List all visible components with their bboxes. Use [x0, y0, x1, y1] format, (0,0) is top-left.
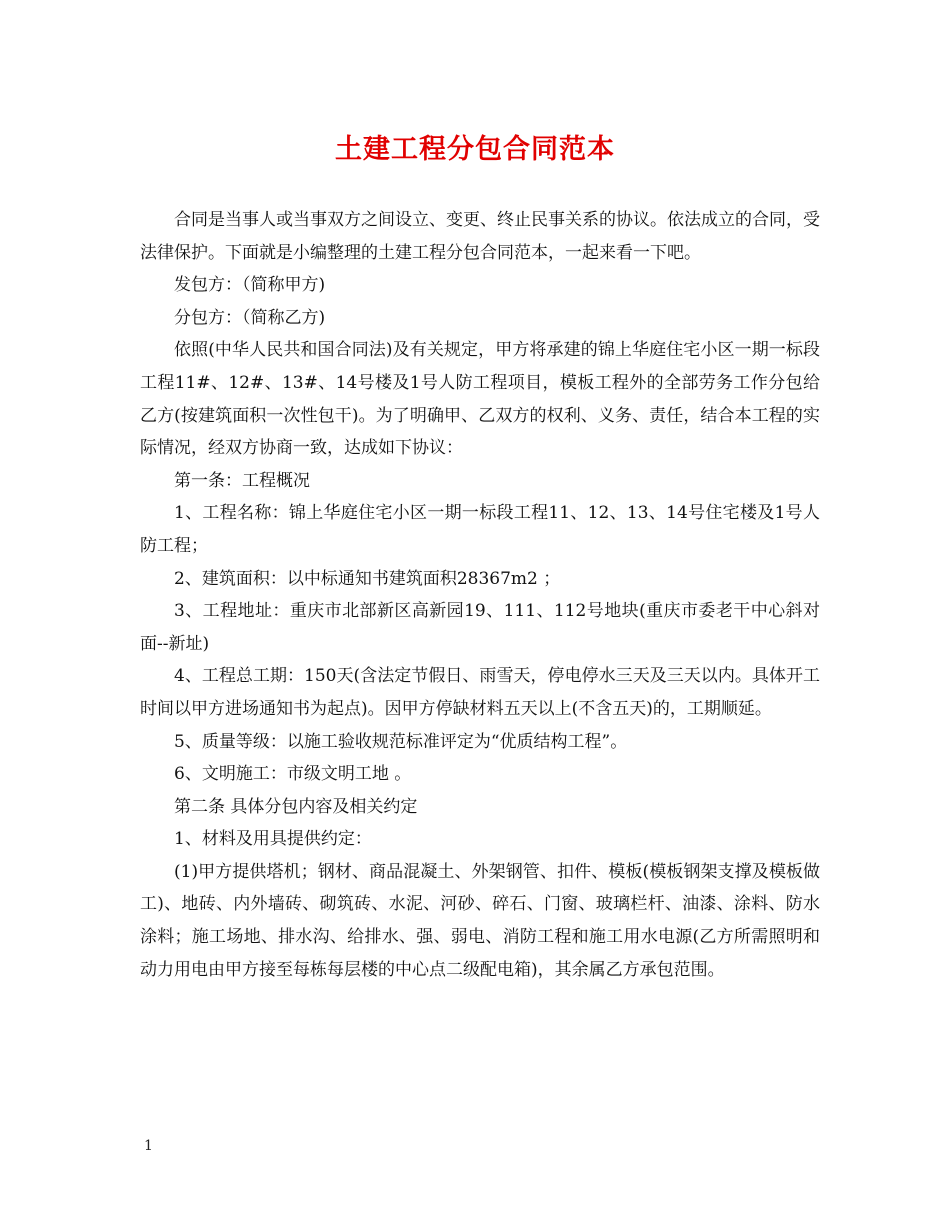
paragraph-building-area: 2、建筑面积：以中标通知书建筑面积28367m2 ； [174, 568, 561, 589]
paragraph-project-name: 1、工程名称：锦上华庭住宅小区一期一标段工程11、12、13、14号住宅楼及1号人防工程； [140, 503, 820, 556]
paragraph-project-address: 3、工程地址：重庆市北部新区高新园19、111、112号地块(重庆市委老干中心斜对面--新址) [140, 601, 820, 654]
section-heading-article-2: 第二条 具体分包内容及相关约定 [174, 796, 418, 817]
section-heading-article-1: 第一条：工程概况 [174, 470, 310, 491]
document-title: 土建工程分包合同范本 [335, 134, 615, 165]
paragraph-quality-grade: 5、质量等级：以施工验收规范标准评定为“优质结构工程”。 [174, 731, 628, 752]
document-body [140, 204, 820, 986]
page-number: 1 [144, 1138, 153, 1154]
paragraph-materials-heading: 1、材料及用具提供约定： [174, 829, 372, 850]
paragraph-intro: 合同是当事人或当事双方之间设立、变更、终止民事关系的协议。依法成立的合同，受法律保护。下面就是小编整理的土建工程分包合同范本，一起来看一下吧。 [140, 210, 820, 263]
paragraph-materials-detail: (1)甲方提供塔机；钢材、商品混凝土、外架钢管、扣件、模板(模板钢架支撑及模板做工)、地砖、内外墙砖、砌筑砖、水泥、河砂、碎石、门窗、玻璃栏杆、油漆、涂料、防水涂料；施工场地、排水沟、给排水、强、弱电、消防工程和施工用水电源(乙方所需照明和动力用电由甲方接至每栋每层楼的中心点二级配电箱)，其余属乙方承包范围。 [140, 861, 820, 980]
paragraph-construction-period: 4、工程总工期：150天(含法定节假日、雨雪天，停电停水三天及三天以内。具体开工时间以甲方进场通知书为起点)。因甲方停缺材料五天以上(不含五天)的，工期顺延。 [140, 666, 820, 719]
paragraph-civilized-construction: 6、文明施工：市级文明工地 。 [174, 764, 412, 785]
paragraph-subcontractor: 分包方：（简称乙方) [174, 307, 326, 328]
paragraph-contractor: 发包方：（简称甲方) [174, 275, 326, 296]
paragraph-agreement-basis: 依照(中华人民共和国合同法)及有关规定，甲方将承建的锦上华庭住宅小区一期一标段工程11#、12#、13#、14号楼及1号人防工程项目，模板工程外的全部劳务工作分包给乙方(按建筑面积一次性包干)。为了明确甲、乙双方的权利、义务、责任，结合本工程的实际情况，经双方协商一致，达成如下协议： [140, 340, 820, 459]
